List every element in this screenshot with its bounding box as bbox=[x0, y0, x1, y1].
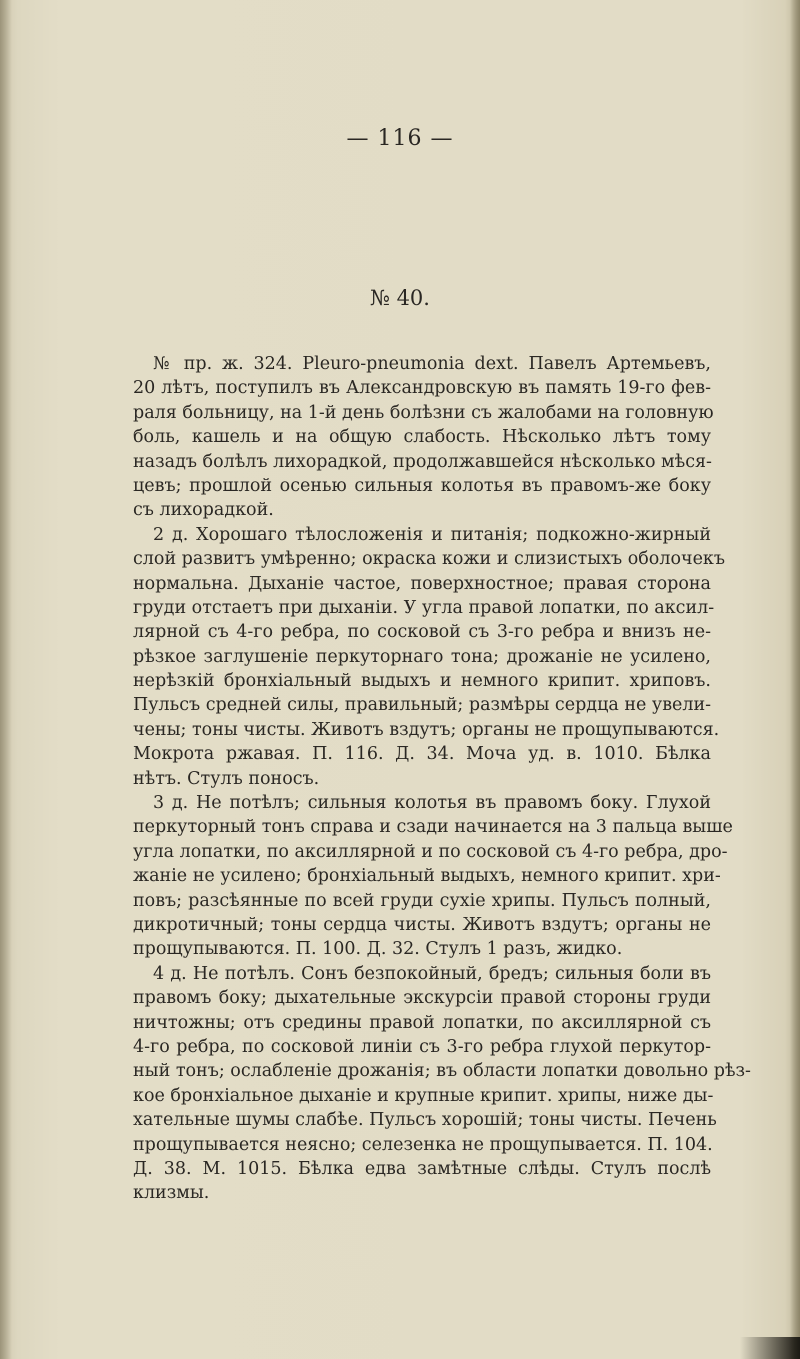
text-line: 3 д. Не потѣлъ; сильныя колотья въ правомъ боку. Глухой bbox=[153, 793, 711, 814]
text-line: Д. 38. М. 1015. Бѣлка едва замѣтные слѣды. Стулъ послѣ bbox=[133, 1158, 711, 1179]
page-number: — 116 — bbox=[346, 126, 454, 151]
case-title: № 40. bbox=[370, 286, 430, 310]
text-line: груди отстаетъ при дыханіи. У угла правой лопатки, по аксил- bbox=[133, 597, 715, 618]
text-line: съ лихорадкой. bbox=[133, 500, 274, 521]
text-line: рѣзкое заглушеніе перкуторнаго тона; дрожаніе не усилено, bbox=[133, 646, 711, 667]
text-line: лярной съ 4-го ребра, по сосковой съ 3-го ребра и внизъ не- bbox=[133, 622, 711, 643]
text-line: слой развитъ умѣренно; окраска кожи и слизистыхъ оболочекъ bbox=[133, 549, 725, 570]
text-line: повъ; разсѣянные по всей груди сухіе хрипы. Пульсъ полный, bbox=[133, 890, 711, 911]
text-line: 20 лѣтъ, поступилъ въ Александровскую въ память 19-го фев- bbox=[133, 378, 711, 399]
page-corner-shadow bbox=[740, 1337, 800, 1359]
text-line: перкуторный тонъ справа и сзади начинается на 3 пальца выше bbox=[133, 817, 733, 838]
text-line: нѣтъ. Стулъ поносъ. bbox=[133, 768, 320, 789]
page-right-edge-shadow bbox=[790, 0, 800, 1359]
text-line: ный тонъ; ослабленіе дрожанія; въ области лопатки довольно рѣз- bbox=[133, 1061, 751, 1082]
text-line: боль, кашель и на общую слабость. Нѣсколько лѣтъ тому bbox=[133, 427, 711, 448]
text-line: прощупывается неясно; селезенка не прощупывается. П. 104. bbox=[133, 1134, 713, 1155]
text-line: 2 д. Хорошаго тѣлосложенія и питанія; подкожно-жирный bbox=[153, 524, 711, 545]
text-line: клизмы. bbox=[133, 1183, 210, 1204]
text-line: 4-го ребра, по сосковой линіи съ 3-го ребра глухой перкутор- bbox=[133, 1036, 711, 1057]
text-line: № пр. ж. 324. Pleuro-pneumonia dext. Павелъ Артемьевъ, bbox=[153, 354, 711, 374]
text-line: хательные шумы слабѣе. Пульсъ хорошій; тоны чисты. Печень bbox=[133, 1110, 717, 1131]
page-left-edge-shadow bbox=[0, 0, 12, 1359]
text-line: ничтожны; отъ средины правой лопатки, по аксиллярной съ bbox=[133, 1012, 711, 1033]
text-line: нормальна. Дыханіе частое, поверхностное; правая сторона bbox=[133, 573, 711, 594]
text-line: раля больницу, на 1-й день болѣзни съ жалобами на головную bbox=[133, 402, 714, 423]
text-line: жаніе не усилено; бронхіальный выдыхъ, немного крипит. хри- bbox=[133, 866, 721, 887]
text-line: Пульсъ средней силы, правильный; размѣры сердца не увели- bbox=[133, 695, 712, 716]
text-line: кое бронхіальное дыханіе и крупные крипит. хрипы, ниже ды- bbox=[133, 1085, 714, 1106]
case-report-text bbox=[133, 352, 751, 1206]
text-line: чены; тоны чисты. Животъ вздутъ; органы не прощупываются. bbox=[133, 719, 720, 740]
text-line: Мокрота ржавая. П. 116. Д. 34. Моча уд. в. 1010. Бѣлка bbox=[133, 744, 711, 765]
text-line: прощупываются. П. 100. Д. 32. Стулъ 1 разъ, жидко. bbox=[133, 939, 623, 960]
text-line: цевъ; прошлой осенью сильныя колотья въ правомъ-же боку bbox=[133, 475, 711, 496]
text-line: дикротичный; тоны сердца чисты. Животъ вздутъ; органы не bbox=[133, 914, 711, 935]
text-line: нерѣзкій бронхіальный выдыхъ и немного крипит. хриповъ. bbox=[133, 671, 711, 692]
text-line: 4 д. Не потѣлъ. Сонъ безпокойный, бредъ; сильныя боли въ bbox=[153, 963, 711, 984]
text-line: правомъ боку; дыхательные экскурсіи правой стороны груди bbox=[133, 988, 711, 1009]
text-line: назадъ болѣлъ лихорадкой, продолжавшейся нѣсколько мѣся- bbox=[133, 451, 712, 472]
text-line: угла лопатки, по аксиллярной и по сосковой съ 4-го ребра, дро- bbox=[133, 841, 728, 862]
